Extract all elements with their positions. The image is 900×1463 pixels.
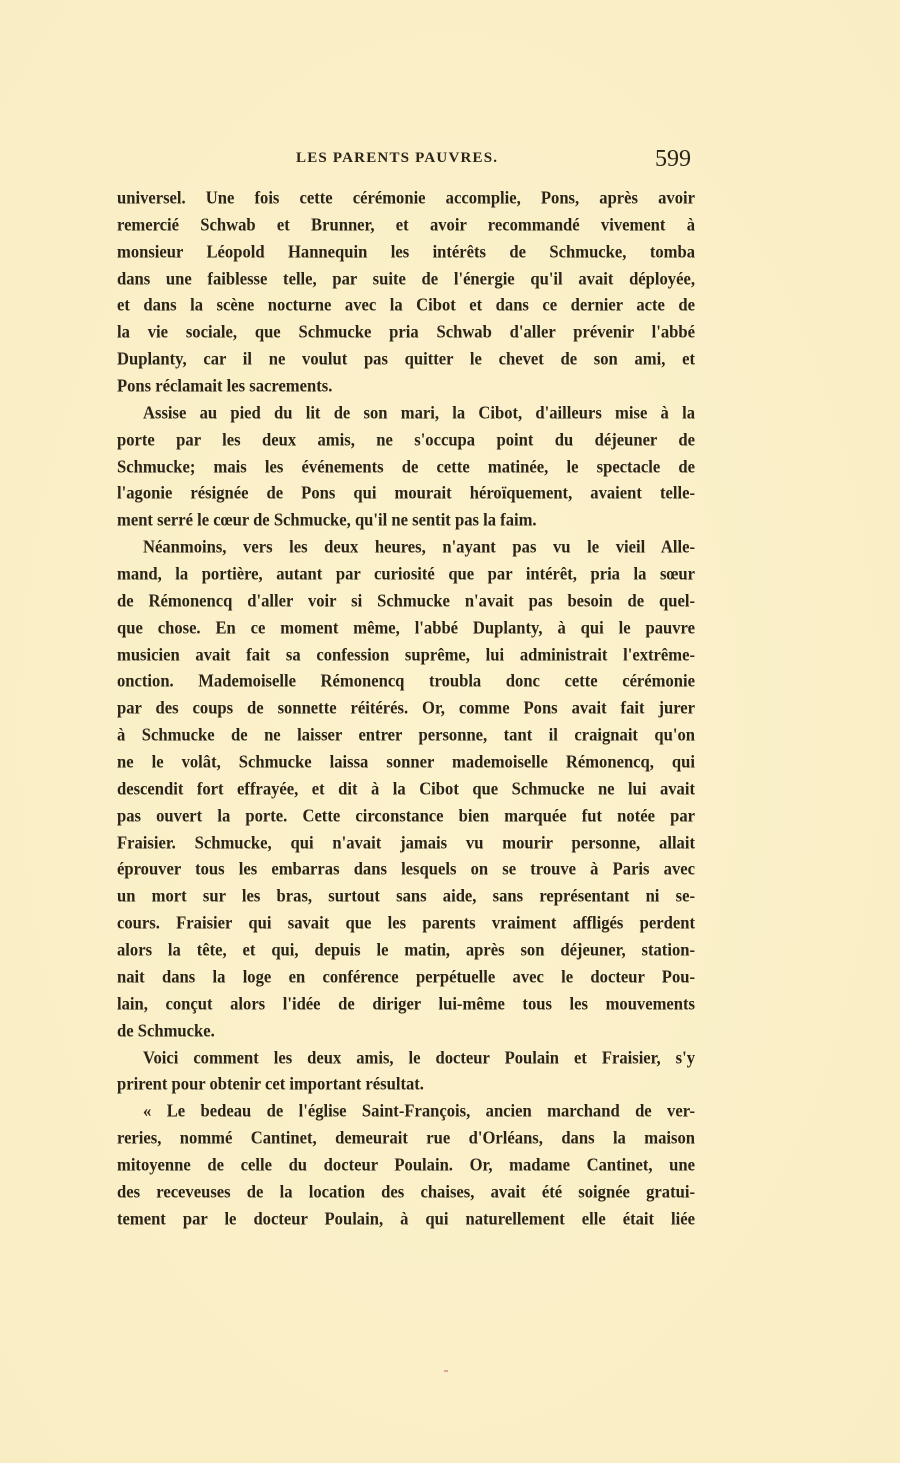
text-line: éprouver tous les embarras dans lesquels on se trouve à Paris avec bbox=[117, 858, 695, 880]
text-line: monsieur Léopold Hannequin les intérêts de Schmucke, tomba bbox=[117, 240, 695, 262]
text-line: de Schmucke. bbox=[117, 1019, 215, 1041]
text-line: « Le bedeau de l'église Saint-François, ancien marchand de ver- bbox=[143, 1100, 695, 1122]
text-line: ne le volât, Schmucke laissa sonner mademoiselle Rémonencq, qui bbox=[117, 751, 695, 772]
text-line: la vie sociale, que Schmucke pria Schwab d'aller prévenir l'abbé bbox=[117, 321, 695, 343]
page-number: 599 bbox=[655, 146, 691, 172]
text-line: Assise au pied du lit de son mari, la Cibot, d'ailleurs mise à la bbox=[143, 401, 695, 423]
text-line: à Schmucke de ne laisser entrer personne, tant il craignait qu'on bbox=[117, 724, 695, 746]
text-line: Voici comment les deux amis, le docteur Poulain et Fraisier, s'y bbox=[143, 1046, 695, 1068]
text-line: l'agonie résignée de Pons qui mourait héroïquement, avaient telle- bbox=[117, 482, 695, 504]
running-title: LES PARENTS PAUVRES. bbox=[296, 150, 499, 166]
text-line: Fraisier. Schmucke, qui n'avait jamais vu mourir personne, allait bbox=[117, 831, 695, 853]
text-line: remercié Schwab et Brunner, et avoir recommandé vivement à bbox=[117, 213, 695, 235]
text-line: ment serré le cœur de Schmucke, qu'il ne sentit pas la faim. bbox=[117, 509, 537, 531]
text-line: alors la tête, et qui, depuis le matin, après son déjeuner, station- bbox=[117, 939, 695, 960]
text-line: mand, la portière, autant par curiosité que par intérêt, pria la sœur bbox=[117, 562, 695, 584]
page-body-text bbox=[117, 185, 695, 1233]
text-line: Néanmoins, vers les deux heures, n'ayant pas vu le vieil Alle- bbox=[143, 536, 695, 558]
text-line: dans une faiblesse telle, par suite de l'énergie qu'il avait déployée, bbox=[117, 267, 695, 289]
text-line: universel. Une fois cette cérémonie accomplie, Pons, après avoir bbox=[117, 186, 695, 208]
text-line: de Rémonencq d'aller voir si Schmucke n'avait pas besoin de quel- bbox=[117, 589, 695, 611]
text-line: prirent pour obtenir cet important résultat. bbox=[117, 1073, 424, 1095]
text-line: reries, nommé Cantinet, demeurait rue d'Orléans, dans la maison bbox=[117, 1127, 695, 1148]
text-line: musicien avait fait sa confession suprême, lui administrait l'extrême- bbox=[117, 643, 695, 665]
text-line: pas ouvert la porte. Cette circonstance bien marquée fut notée par bbox=[117, 804, 695, 826]
text-line: descendit fort effrayée, et dit à la Cibot que Schmucke ne lui avait bbox=[117, 777, 695, 799]
text-line: cours. Fraisier qui savait que les parents vraiment affligés perdent bbox=[117, 912, 695, 934]
text-line: Duplanty, car il ne voulut pas quitter le chevet de son ami, et bbox=[117, 348, 695, 370]
paper-speck bbox=[444, 1370, 448, 1372]
text-line: lain, conçut alors l'idée de diriger lui-même tous les mouvements bbox=[117, 992, 695, 1014]
text-line: et dans la scène nocturne avec la Cibot et dans ce dernier acte de bbox=[117, 294, 695, 316]
text-line: que chose. En ce moment même, l'abbé Duplanty, à qui le pauvre bbox=[117, 616, 695, 638]
text-line: Pons réclamait les sacrements. bbox=[117, 374, 333, 396]
text-line: onction. Mademoiselle Rémonencq troubla donc cette cérémonie bbox=[117, 670, 695, 692]
text-line: tement par le docteur Poulain, à qui naturellement elle était liée bbox=[117, 1207, 695, 1229]
text-line: des receveuses de la location des chaises, avait été soignée gratui- bbox=[117, 1180, 695, 1202]
text-line: Schmucke; mais les événements de cette matinée, le spectacle de bbox=[117, 455, 695, 477]
text-line: porte par les deux amis, ne s'occupa point du déjeuner de bbox=[117, 428, 695, 450]
text-line: mitoyenne de celle du docteur Poulain. Or, madame Cantinet, une bbox=[117, 1153, 695, 1175]
text-line: nait dans la loge en conférence perpétuelle avec le docteur Pou- bbox=[117, 965, 695, 987]
text-line: un mort sur les bras, surtout sans aide, sans représentant ni se- bbox=[117, 885, 695, 907]
text-line: par des coups de sonnette réitérés. Or, comme Pons avait fait jurer bbox=[117, 697, 695, 719]
